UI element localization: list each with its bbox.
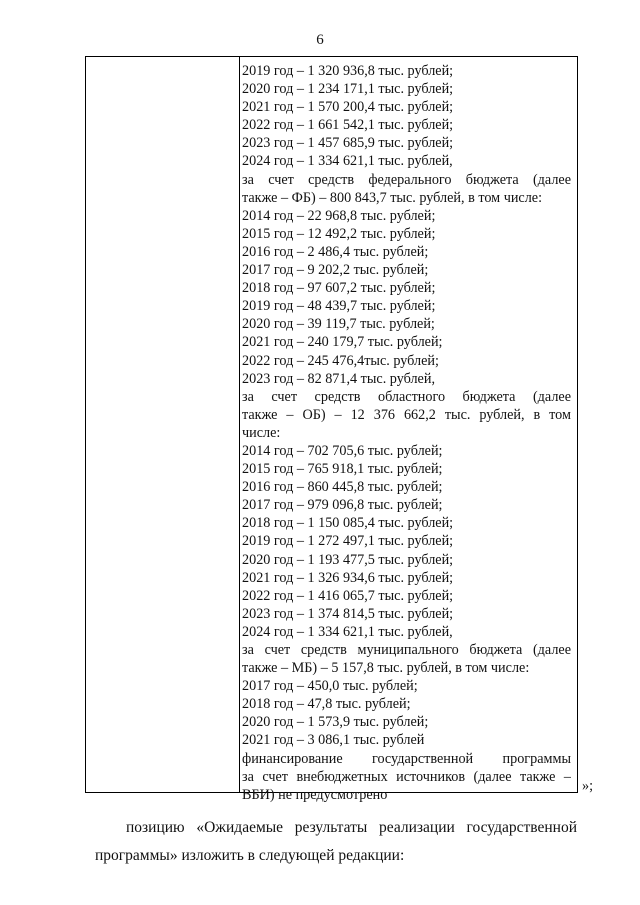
funding-line: 2017 год – 9 202,2 тыс. рублей; [242, 262, 429, 279]
funding-line: 2021 год – 3 086,1 тыс. рублей [242, 732, 425, 749]
funding-line: финансирование государственной программы [242, 750, 571, 767]
funding-line: ВБИ) не предусмотрено [242, 786, 388, 803]
funding-line: 2015 год – 765 918,1 тыс. рублей; [242, 461, 443, 478]
funding-line: 2014 год – 702 705,6 тыс. рублей; [242, 442, 443, 459]
funding-line: за счет средств областного бюджета (далее [242, 388, 571, 405]
funding-line: 2024 год – 1 334 621,1 тыс. рублей, [242, 623, 453, 640]
funding-line: также – ФБ) – 800 843,7 тыс. рублей, в том числе: [242, 189, 543, 206]
funding-line: 2020 год – 39 119,7 тыс. рублей; [242, 316, 435, 333]
funding-line: 2017 год – 450,0 тыс. рублей; [242, 678, 418, 695]
funding-line: 2018 год – 1 150 085,4 тыс. рублей; [242, 515, 454, 532]
funding-line: 2022 год – 1 416 065,7 тыс. рублей; [242, 587, 454, 604]
funding-line: 2021 год – 1 326 934,6 тыс. рублей; [242, 569, 454, 586]
funding-line: 2016 год – 2 486,4 тыс. рублей; [242, 243, 429, 260]
funding-line: 2016 год – 860 445,8 тыс. рублей; [242, 479, 443, 496]
funding-line: 2018 год – 97 607,2 тыс. рублей; [242, 280, 436, 297]
funding-line: 2019 год – 1 272 497,1 тыс. рублей; [242, 533, 454, 550]
funding-line: 2018 год – 47,8 тыс. рублей; [242, 696, 411, 713]
funding-line: за счет внебюджетных источников (далее также – [242, 768, 571, 785]
funding-line: 2023 год – 1 374 814,5 тыс. рублей; [242, 605, 454, 622]
funding-line: 2023 год – 82 871,4 тыс. рублей, [242, 370, 435, 387]
funding-line: 2017 год – 979 096,8 тыс. рублей; [242, 497, 443, 514]
funding-line: за счет средств муниципального бюджета (далее [242, 642, 571, 658]
funding-line: 2021 год – 1 570 200,4 тыс. рублей; [242, 99, 454, 116]
page-number: 6 [316, 32, 324, 48]
funding-line: 2021 год – 240 179,7 тыс. рублей; [242, 334, 443, 351]
funding-line: также – ОБ) – 12 376 662,2 тыс. рублей, в том [242, 406, 571, 423]
funding-line: 2019 год – 1 320 936,8 тыс. рублей; [242, 63, 454, 79]
funding-line: 2023 год – 1 457 685,9 тыс. рублей; [242, 135, 454, 152]
closing-quote-mark: »; [582, 778, 594, 794]
funding-line: 2020 год – 1 234 171,1 тыс. рублей; [242, 81, 454, 98]
funding-line: числе: [242, 424, 281, 441]
funding-line: 2020 год – 1 193 477,5 тыс. рублей; [242, 551, 454, 568]
funding-line: 2022 год – 245 476,4тыс. рублей; [242, 352, 439, 369]
funding-line: за счет средств федерального бюджета (далее [242, 171, 571, 188]
paragraph-line-2: программы» изложить в следующей редакции: [95, 847, 405, 864]
funding-line: 2020 год – 1 573,9 тыс. рублей; [242, 714, 429, 731]
paragraph-line-1: позицию «Ожидаемые результаты реализации государственной [126, 819, 577, 836]
funding-line: 2015 год – 12 492,2 тыс. рублей; [242, 225, 436, 242]
column-divider [239, 57, 240, 792]
funding-line: 2022 год – 1 661 542,1 тыс. рублей; [242, 117, 454, 134]
funding-line: 2024 год – 1 334 621,1 тыс. рублей, [242, 153, 453, 170]
funding-table [85, 56, 578, 803]
funding-line: 2014 год – 22 968,8 тыс. рублей; [242, 207, 436, 224]
funding-line: также – МБ) – 5 157,8 тыс. рублей, в том числе: [242, 660, 530, 677]
funding-line: 2019 год – 48 439,7 тыс. рублей; [242, 298, 436, 315]
table-cell-funding-text [242, 62, 571, 804]
